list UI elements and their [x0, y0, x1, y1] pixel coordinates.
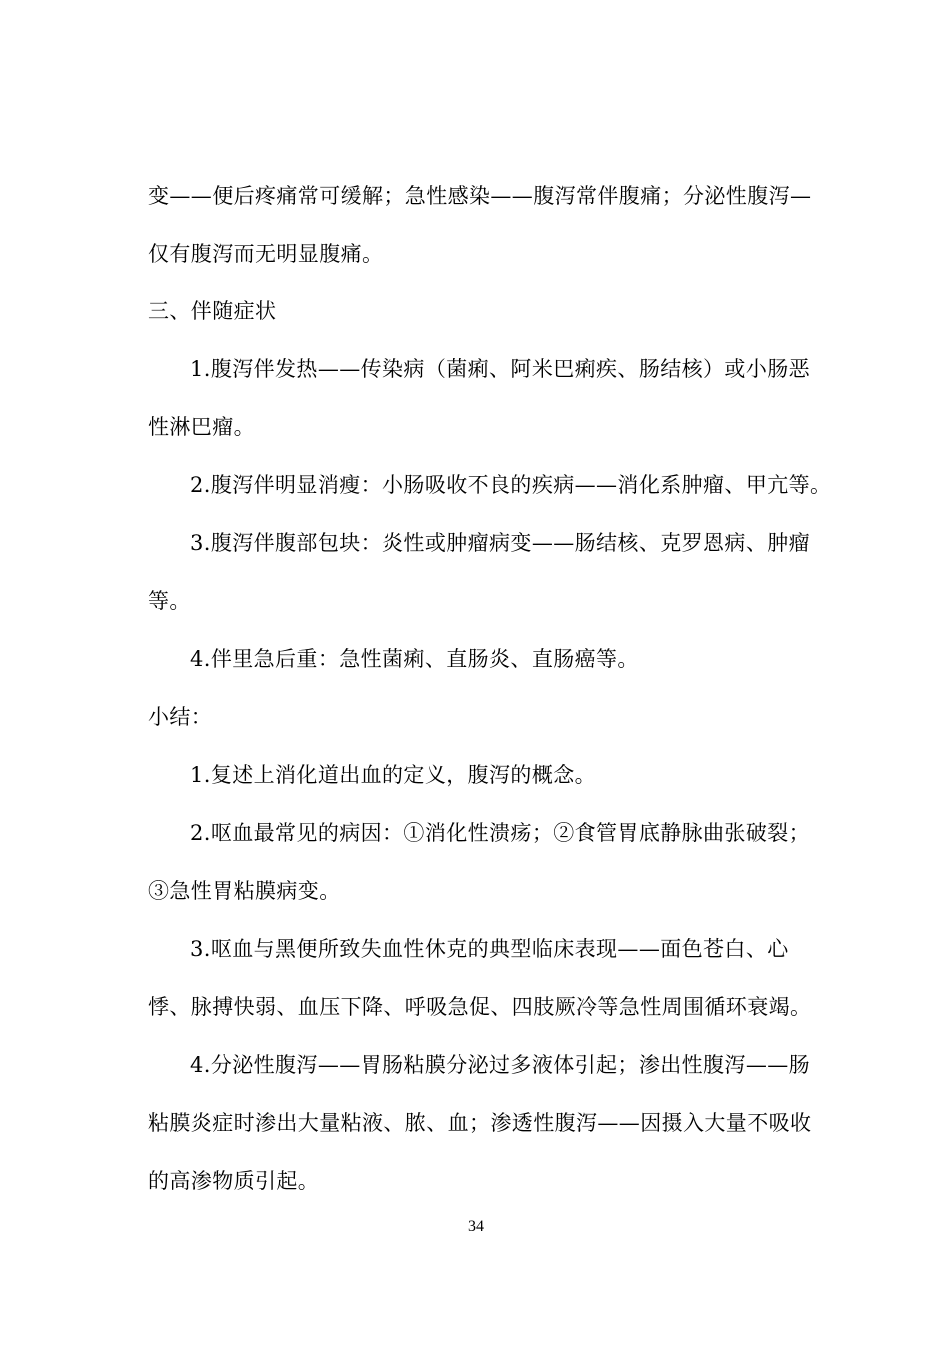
summary-item-4-line-1: 4.分泌性腹泻——胃肠粘膜分泌过多液体引起；渗出性腹泻——肠 — [190, 1053, 811, 1077]
summary-item-1: 1.复述上消化道出血的定义，腹泻的概念。 — [190, 763, 597, 787]
text-line-2: 仅有腹泻而无明显腹痛。 — [148, 242, 384, 266]
text-line-1: 变——便后疼痛常可缓解；急性感染——腹泻常伴腹痛；分泌性腹泻— — [148, 184, 812, 208]
section-heading-summary: 小结： — [148, 705, 213, 729]
summary-item-4-line-2: 粘膜炎症时渗出大量粘液、脓、血；渗透性腹泻——因摄入大量不吸收 — [148, 1111, 812, 1135]
summary-item-4-line-3: 的高渗物质引起。 — [148, 1169, 320, 1193]
summary-item-3-line-2: 悸、脉搏快弱、血压下降、呼吸急促、四肢厥冷等急性周围循环衰竭。 — [148, 995, 812, 1019]
summary-item-3-line-1: 3.呕血与黑便所致失血性休克的典型临床表现——面色苍白、心 — [190, 937, 789, 961]
page-number: 34 — [468, 1218, 484, 1235]
list-item-1-line-2: 性淋巴瘤。 — [148, 415, 255, 439]
list-item-4: 4.伴里急后重：急性菌痢、直肠炎、直肠癌等。 — [190, 647, 639, 671]
list-item-2: 2.腹泻伴明显消瘦：小肠吸收不良的疾病——消化系肿瘤、甲亢等。 — [190, 473, 832, 497]
list-item-1-line-1: 1.腹泻伴发热——传染病（菌痢、阿米巴痢疾、肠结核）或小肠恶 — [190, 357, 811, 381]
list-item-3-line-2: 等。 — [148, 589, 191, 613]
section-heading-accompanying-symptoms: 三、伴随症状 — [148, 299, 277, 323]
list-item-3-line-1: 3.腹泻伴腹部包块：炎性或肿瘤病变——肠结核、克罗恩病、肿瘤 — [190, 531, 811, 555]
summary-item-2-line-2: ③急性胃粘膜病变。 — [148, 879, 341, 903]
summary-item-2-line-1: 2.呕血最常见的病因：①消化性溃疡；②食管胃底静脉曲张破裂； — [190, 821, 811, 845]
